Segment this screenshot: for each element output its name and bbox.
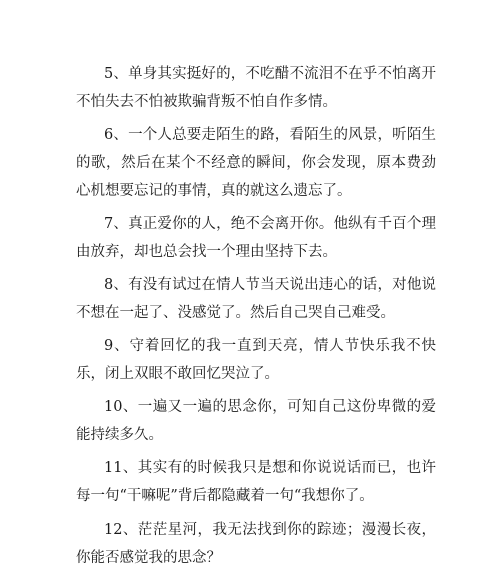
quote-paragraph-11: 11、其实有的时候我只是想和你说说话而已，也许每一句“干嘛呢”背后都隐藏着一句“我想你了。 <box>76 460 436 504</box>
quote-paragraph-6: 6、一个人总要走陌生的路，看陌生的风景，听陌生的歌，然后在某个不经意的瞬间，你会发现，原本费劲心机想要忘记的事情，真的就这么遗忘了。 <box>76 127 436 199</box>
quote-paragraph-12: 12、茫茫星河，我无法找到你的踪迹；漫漫长夜，你能否感觉我的思念？ <box>76 522 436 566</box>
quote-paragraph-10: 10、一遍又一遍的思念你，可知自己这份卑微的爱能持续多久。 <box>76 399 436 443</box>
quote-paragraph-7: 7、真正爱你的人，绝不会离开你。他纵有千百个理由放弃，却也总会找一个理由坚持下去。 <box>76 216 436 260</box>
quote-paragraph-9: 9、守着回忆的我一直到天亮，情人节快乐我不快乐，闭上双眼不敢回忆哭泣了。 <box>76 338 436 382</box>
quote-paragraph-8: 8、有没有试过在情人节当天说出违心的话，对他说不想在一起了、没感觉了。然后自己哭自己难受。 <box>76 277 436 321</box>
quote-paragraph-5: 5、单身其实挺好的，不吃醋不流泪不在乎不怕离开不怕失去不怕被欺骗背叛不怕自作多情。 <box>76 66 436 110</box>
